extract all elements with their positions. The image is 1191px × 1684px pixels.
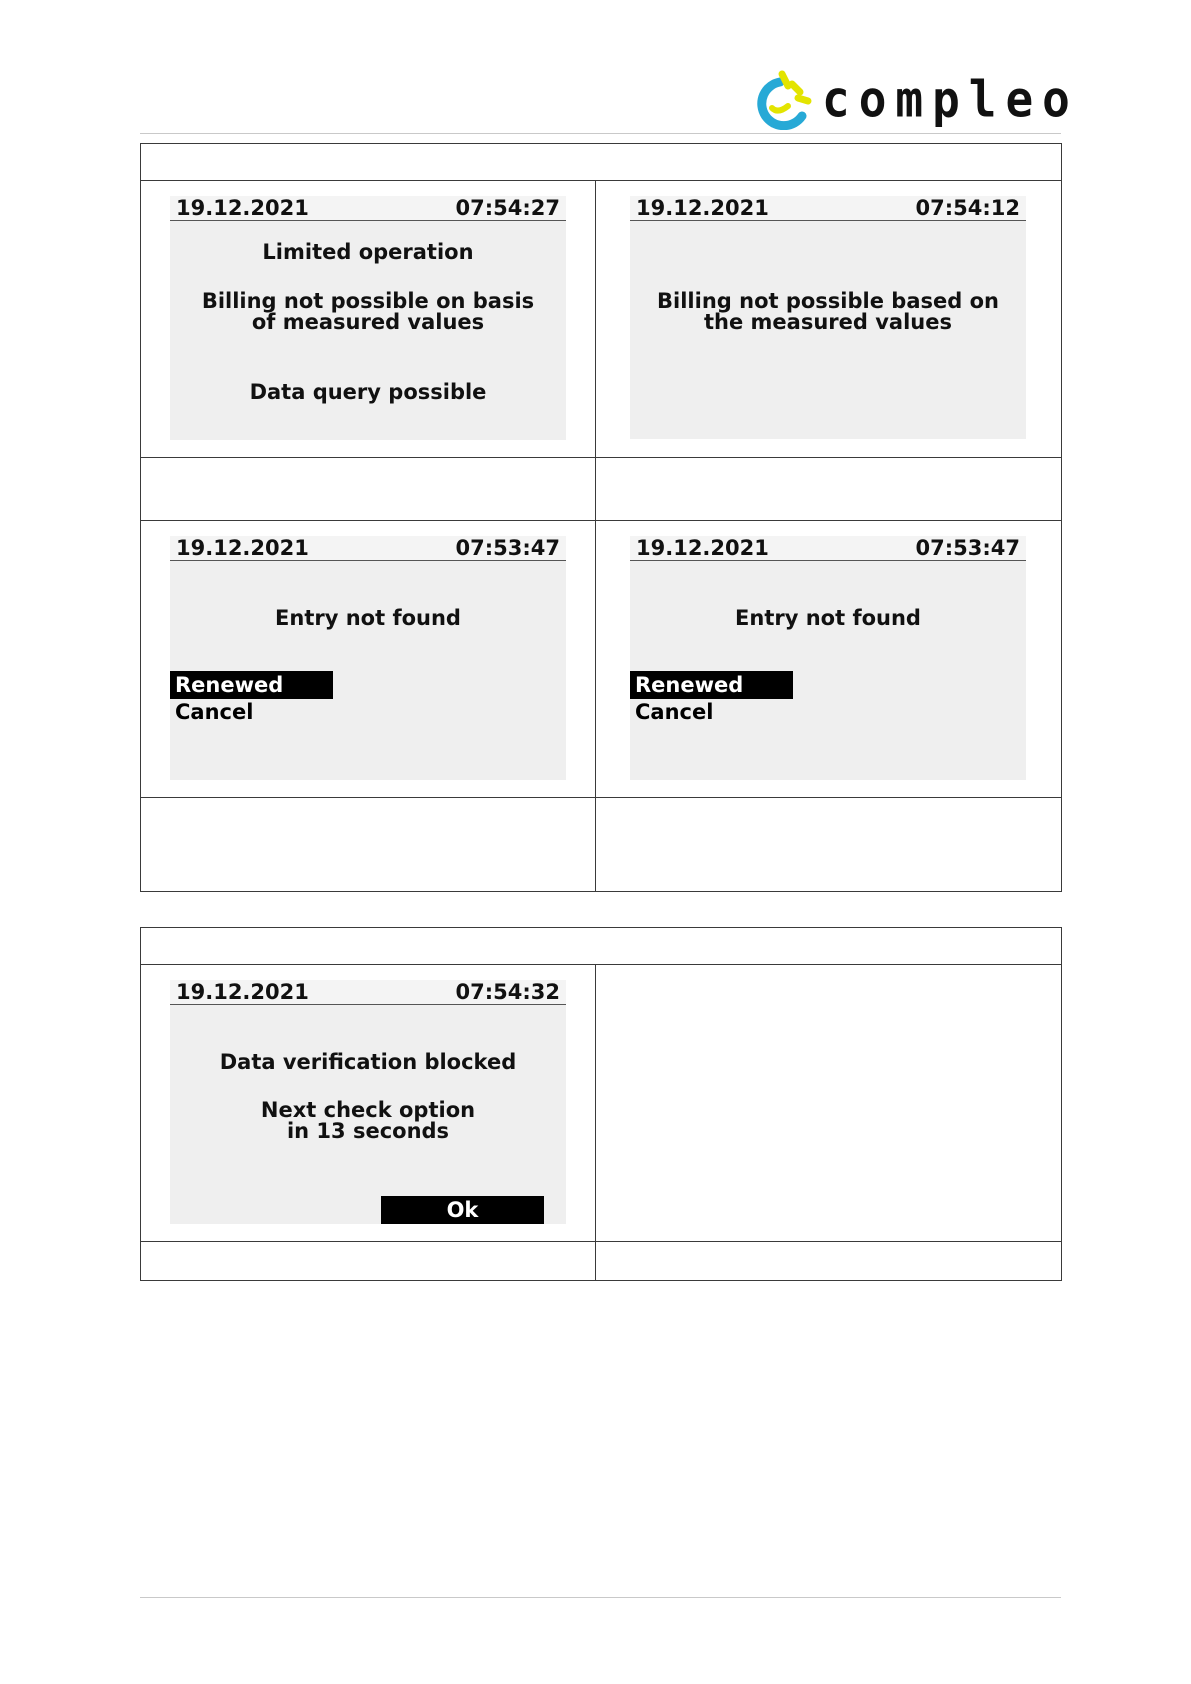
cell-screen-c <box>141 521 596 798</box>
compleo-logo <box>752 64 1079 134</box>
cell-screen-e <box>141 965 596 1242</box>
cell-screen-b <box>596 181 1062 458</box>
status-line: Billing not possible on basis <box>201 289 535 313</box>
screen-date: 19.12.2021 <box>636 536 769 560</box>
caption-cell <box>596 1242 1062 1281</box>
screen-date: 19.12.2021 <box>176 196 309 220</box>
screen-header <box>170 196 566 221</box>
option-cancel[interactable]: Cancel <box>175 700 254 724</box>
description-cell <box>596 965 1062 1242</box>
screen-time: 07:53:47 <box>455 536 560 560</box>
display-screen <box>170 536 566 780</box>
ok-button[interactable]: Ok <box>381 1196 544 1224</box>
option-renewed[interactable]: Renewed <box>630 671 793 699</box>
display-screen <box>630 536 1026 780</box>
screen-date: 19.12.2021 <box>636 196 769 220</box>
option-renewed[interactable]: Renewed <box>170 671 333 699</box>
screen-date: 19.12.2021 <box>176 536 309 560</box>
status-line: Next check option <box>260 1098 476 1122</box>
screen-header <box>630 536 1026 561</box>
caption-cell <box>141 458 596 521</box>
screen-header <box>630 196 1026 221</box>
table-2-title-row <box>141 928 1062 965</box>
logo-wordmark: compleo <box>822 69 1079 129</box>
footer-rule <box>140 1597 1061 1598</box>
screen-time: 07:54:27 <box>455 196 560 220</box>
header-rule <box>140 133 1061 134</box>
table-1-title-row <box>141 144 1062 181</box>
screen-header <box>170 980 566 1005</box>
display-table-2 <box>140 927 1062 1281</box>
cell-screen-a <box>141 181 596 458</box>
screen-time: 07:53:47 <box>915 536 1020 560</box>
screen-time: 07:54:32 <box>455 980 560 1004</box>
status-title: Limited operation <box>262 240 474 264</box>
screen-date: 19.12.2021 <box>176 980 309 1004</box>
status-line: in 13 seconds <box>286 1119 450 1143</box>
compleo-logo-mark-icon <box>752 68 814 130</box>
status-line: Billing not possible based on <box>657 289 999 313</box>
status-line: of measured values <box>251 310 485 334</box>
status-title: Data verification blocked <box>219 1050 517 1074</box>
status-message: Entry not found <box>735 606 921 630</box>
status-message: Entry not found <box>275 606 461 630</box>
display-table-1 <box>140 143 1062 892</box>
display-screen <box>170 196 566 440</box>
caption-cell <box>141 798 596 892</box>
display-screen <box>630 196 1026 439</box>
status-line: the measured values <box>704 310 952 334</box>
cell-screen-d <box>596 521 1062 798</box>
caption-cell <box>596 798 1062 892</box>
caption-cell <box>596 458 1062 521</box>
caption-cell <box>141 1242 596 1281</box>
screen-header <box>170 536 566 561</box>
option-cancel[interactable]: Cancel <box>635 700 714 724</box>
status-note: Data query possible <box>249 380 487 404</box>
screen-time: 07:54:12 <box>915 196 1020 220</box>
display-screen <box>170 980 566 1224</box>
